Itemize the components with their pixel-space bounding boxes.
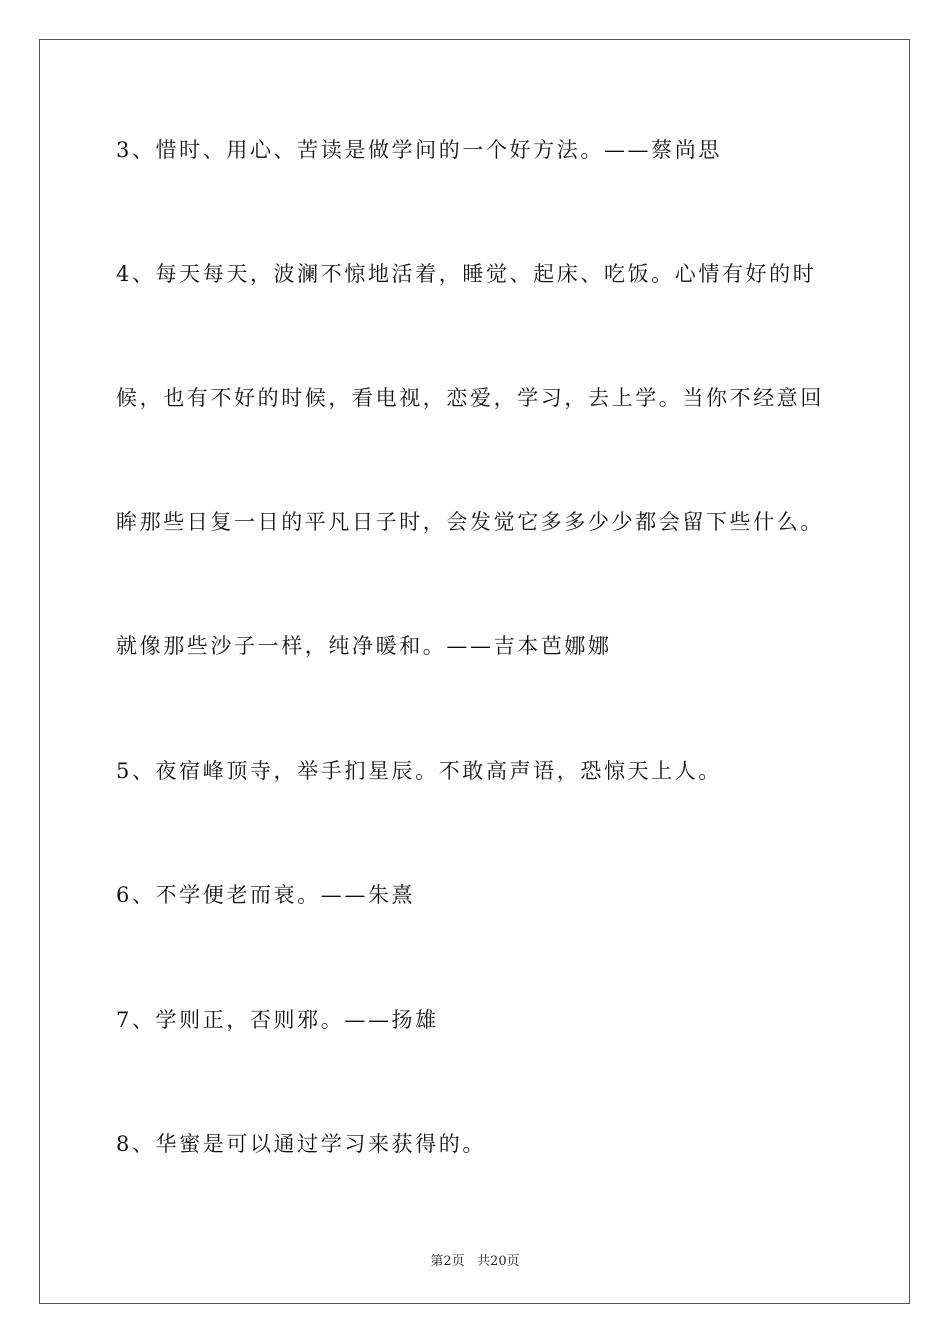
quote-line-9: 8、华蜜是可以通过学习来获得的。 (116, 1132, 486, 1156)
quote-line-2: 4、每天每天，波澜不惊地活着，睡觉、起床、吃饭。心情有好的时 (116, 262, 817, 286)
quote-line-7: 6、不学便老而衰。——朱熹 (116, 883, 416, 907)
quote-line-3: 候，也有不好的时候，看电视，恋爱，学习，去上学。当你不经意回 (116, 386, 824, 410)
quote-line-4: 眸那些日复一日的平凡日子时，会发觉它多多少少都会留下些什么。 (116, 510, 824, 534)
quote-line-8: 7、学则正，否则邪。——扬雄 (116, 1008, 439, 1032)
quote-line-5: 就像那些沙子一样，纯净暖和。——吉本芭娜娜 (116, 634, 612, 658)
quote-line-1: 3、惜时、用心、苦读是做学问的一个好方法。——蔡尚思 (116, 138, 722, 162)
page-border (39, 39, 910, 1304)
page-number-footer: 第2页 共20页 (430, 1254, 520, 1269)
quote-line-6: 5、夜宿峰顶寺，举手扪星辰。不敢高声语，恐惊天上人。 (116, 759, 722, 783)
